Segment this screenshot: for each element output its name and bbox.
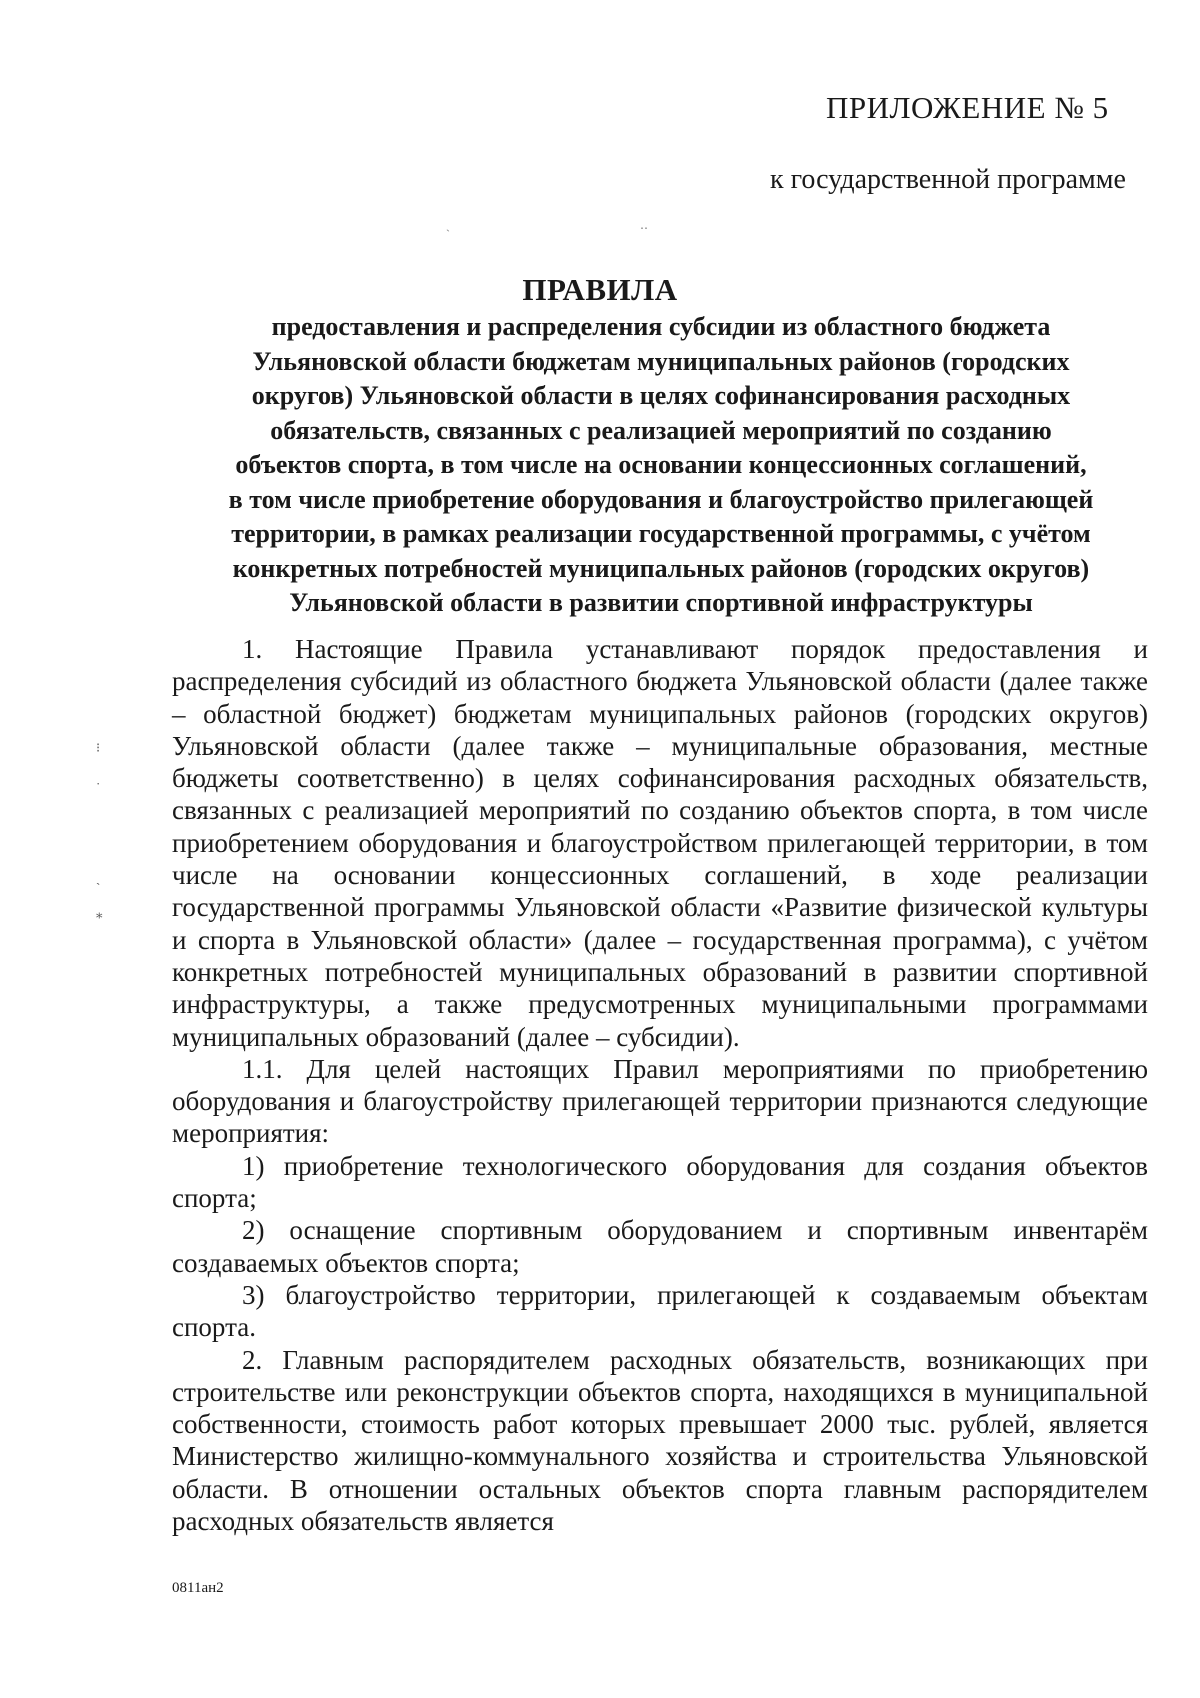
subtitle-line: Ульяновской области в развитии спортивной инфраструктуры (289, 588, 1033, 617)
paragraph: 1. Настоящие Правила устанавливают порядок предоставления и распределения субсидий из областного бюджета Ульяновской области (далее также – областной бюджет) бюджетам муниципальных районов (городских округов) Ульяновской области (далее также – муниципальные образования, местные бюджеты соответственно) в целях софинансирования расходных обязательств, связанных с реализацией мероприятий по созданию объектов спорта, в том числе приобретением оборудования и благоустройством прилегающей территории, в том числе на основании концессионных соглашений, в ходе реализации государственной программы Ульяновской области «Развитие физической культуры и спорта в Ульяновской области» (далее – государственная программа), с учётом конкретных потребностей муниципальных образований в развитии спортивной инфраструктуры, а также предусмотренных муниципальными программами муниципальных образований (далее – субсидии). (172, 634, 1148, 1052)
subtitle-line: округов) Ульяновской области в целях софинансирования расходных (251, 381, 1071, 410)
paragraph: 2. Главным распорядителем расходных обязательств, возникающих при строительстве или реконструкции объектов спорта, находящихся в муниципальной собственности, стоимость работ которых превышает 2000 тыс. рублей, является Министерство жилищно-коммунального хозяйства и строительства Ульяновской области. В отношении остальных объектов спорта главным распорядителем расходных обязательств является (172, 1344, 1148, 1537)
subtitle-line: обязательств, связанных с реализацией мероприятий по созданию (270, 415, 1052, 445)
appendix-number: ПРИЛОЖЕНИЕ № 5 (826, 90, 1109, 125)
subtitle-line: в том числе приобретение оборудования и благоустройство прилегающей (228, 484, 1094, 514)
document-body (172, 633, 1148, 1537)
subtitle-line: территории, в рамках реализации государственной программы, с учётом (231, 519, 1091, 548)
paragraph: 1) приобретение технологического оборудования для создания объектов спорта; (172, 1150, 1148, 1214)
document-title: ПРАВИЛА (522, 272, 678, 307)
subtitle-line: объектов спорта, в том числе на основании концессионных соглашений, (235, 450, 1087, 479)
paragraph: 1.1. Для целей настоящих Правил мероприятиями по приобретению оборудования и благоустройству прилегающей территории признаются следующие мероприятия: (172, 1053, 1148, 1149)
paragraph: 2) оснащение спортивным оборудованием и спортивным инвентарём создаваемых объектов спорта; (172, 1215, 1148, 1278)
scan-mark: ˋ (96, 880, 101, 895)
scan-mark: · (96, 776, 101, 791)
subtitle-line: конкретных потребностей муниципальных районов (городских округов) (232, 553, 1090, 583)
scan-mark: ⁝ (96, 740, 101, 755)
appendix-reference: к государственной программе (770, 164, 1126, 195)
subtitle-line: Ульяновской области бюджетам муниципальных районов (городских (252, 346, 1070, 376)
document-code: 0811ан2 (172, 1580, 224, 1596)
scan-speck: ‥ (640, 218, 649, 232)
document-subtitle (166, 310, 1156, 621)
paragraph: 3) благоустройство территории, прилегающей к создаваемым объектам спорта. (172, 1279, 1148, 1343)
scan-mark: ⁎ (96, 906, 103, 921)
subtitle-line: предоставления и распределения субсидии из областного бюджета (271, 312, 1051, 341)
scan-speck: ˏ (446, 218, 450, 232)
